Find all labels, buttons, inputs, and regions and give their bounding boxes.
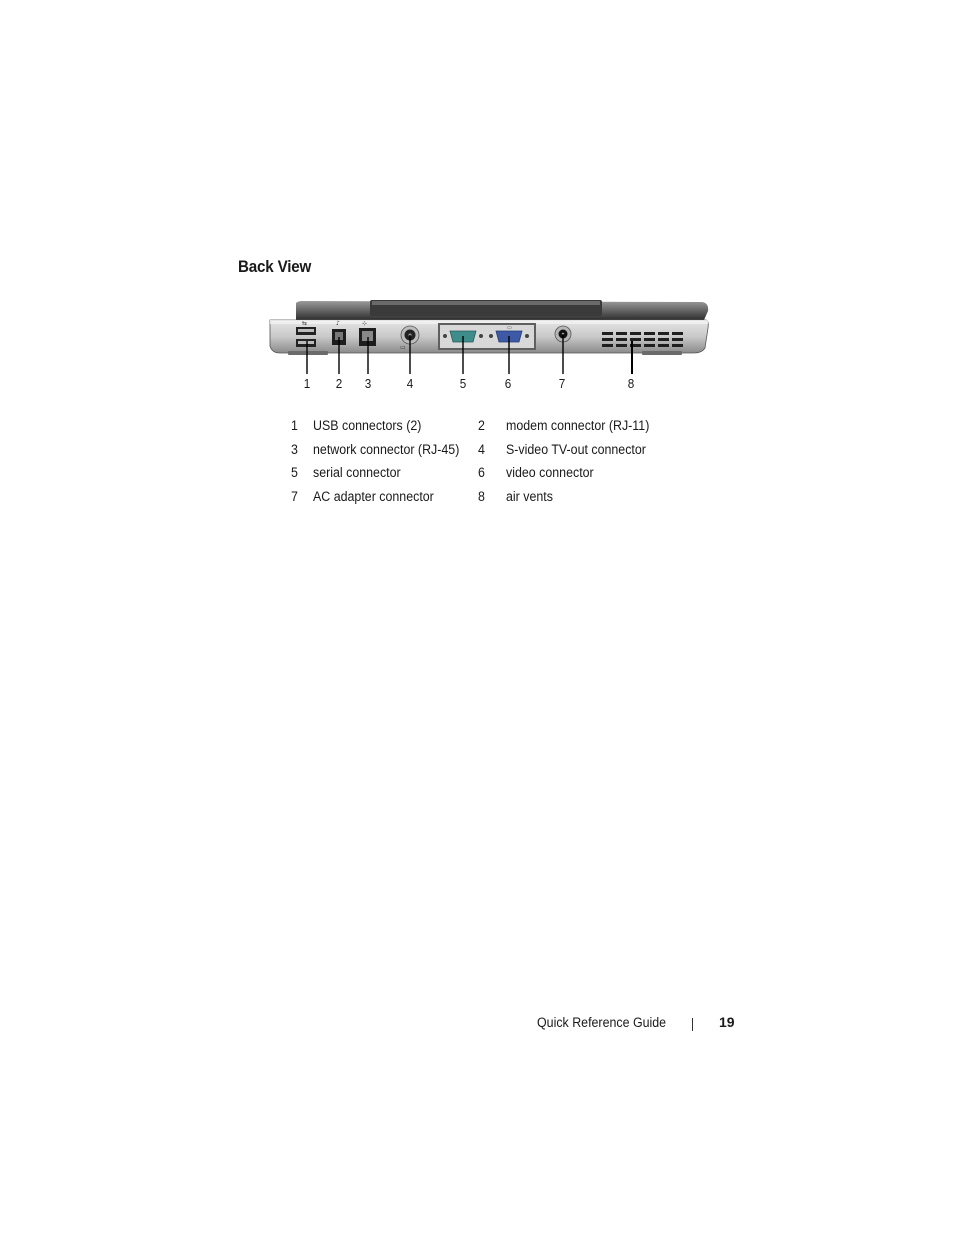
legend-label: S-video TV-out connector xyxy=(506,441,646,457)
callout-3: 3 xyxy=(364,376,372,391)
legend-label: USB connectors (2) xyxy=(313,418,422,433)
legend-label: AC adapter connector xyxy=(313,488,434,504)
legend-number: 7 xyxy=(291,488,298,504)
callout-7: 7 xyxy=(558,376,566,391)
legend-number: 3 xyxy=(291,441,298,457)
legend-number: 8 xyxy=(478,488,485,504)
legend-number: 4 xyxy=(478,441,485,457)
legend-label: video connector xyxy=(506,465,594,480)
svg-text:♪: ♪ xyxy=(336,320,340,327)
callout-4: 4 xyxy=(406,376,414,391)
legend-number: 5 xyxy=(291,465,298,480)
legend-number: 2 xyxy=(478,418,485,433)
legend-number: 1 xyxy=(291,418,298,433)
svg-text:▭: ▭ xyxy=(507,325,512,331)
svg-text:⊹: ⊹ xyxy=(362,320,368,327)
page-number: 19 xyxy=(719,1014,735,1030)
legend-label: air vents xyxy=(506,488,553,504)
svg-text:⇆: ⇆ xyxy=(302,320,308,327)
footer-guide-title: Quick Reference Guide xyxy=(537,1015,667,1030)
legend-label: serial connector xyxy=(313,465,401,480)
legend-number: 6 xyxy=(478,465,485,480)
callout-8: 8 xyxy=(627,376,635,391)
legend-label: network connector (RJ-45) xyxy=(313,441,460,457)
legend-label: modem connector (RJ-11) xyxy=(506,418,650,433)
callout-2: 2 xyxy=(335,376,343,391)
callout-1: 1 xyxy=(303,376,311,391)
svg-text:▭: ▭ xyxy=(400,344,406,351)
callout-5: 5 xyxy=(459,376,467,391)
footer-separator xyxy=(692,1018,693,1031)
section-heading: Back View xyxy=(238,258,312,276)
callout-6: 6 xyxy=(504,376,512,391)
